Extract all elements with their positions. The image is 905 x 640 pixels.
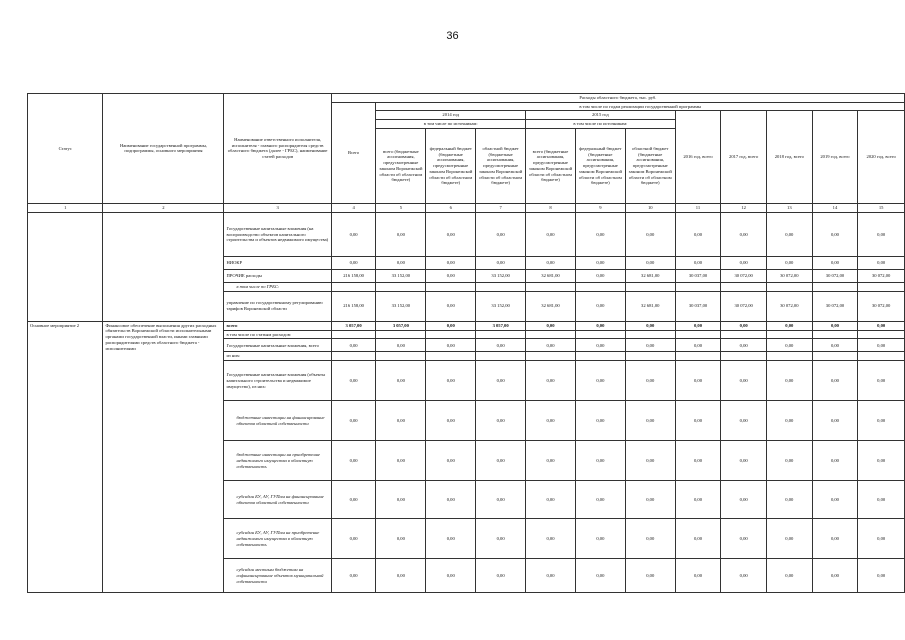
expense-label-cell: Государственные капитальные вложения (объекты капитального строительства и недвижимое имущество), из них: <box>224 361 331 401</box>
value-cell <box>575 352 625 361</box>
column-number-row <box>28 203 905 212</box>
header-federal-2014: федеральный бюджет (бюджетные ассигнования, предусмотренные законом Воронежской области об областном бюджете) <box>426 128 476 203</box>
value-cell: 3 057,00 <box>376 321 426 330</box>
header-sources-2014: в том числе по источникам: <box>376 120 526 129</box>
value-cell: 0,00 <box>426 361 476 401</box>
value-cell: 0,00 <box>812 256 858 269</box>
expense-label-cell: бюджетные инвестиции на финансирование объектов областной собственности <box>224 401 331 441</box>
value-cell: 0,00 <box>331 481 376 519</box>
value-cell: 0,00 <box>675 256 721 269</box>
value-cell: 0,00 <box>625 441 675 481</box>
value-cell: 0,00 <box>766 339 812 352</box>
column-number: 2 <box>103 203 224 212</box>
value-cell <box>331 330 376 339</box>
value-cell: 3 057,00 <box>331 321 376 330</box>
column-number: 3 <box>224 203 331 212</box>
program-name-cell <box>103 212 224 321</box>
value-cell <box>675 282 721 291</box>
column-number: 12 <box>721 203 767 212</box>
expense-label-cell: ПРОЧИЕ расходы <box>224 269 331 282</box>
header-regional-2015: областной бюджет (бюджетные ассигнования, предусмотренные законом Воронежской области об областном бюджете) <box>625 128 675 203</box>
value-cell: 0,00 <box>476 361 526 401</box>
value-cell: 0,00 <box>575 519 625 559</box>
expense-label-cell: Государственные капитальные вложения (на воспроизводство объектов капитального строительства и объектов недвижимого имущества) <box>224 212 331 256</box>
header-total: Всего <box>331 102 376 203</box>
value-cell: 3 057,00 <box>476 321 526 330</box>
value-cell <box>721 282 767 291</box>
table-row <box>28 212 905 256</box>
value-cell <box>526 330 576 339</box>
value-cell: 0,00 <box>476 441 526 481</box>
value-cell: 0,00 <box>858 361 905 401</box>
value-cell: 0,00 <box>812 212 858 256</box>
value-cell: 0,00 <box>858 559 905 593</box>
value-cell: 0,00 <box>526 339 576 352</box>
header-2020: 2020 год, всего <box>858 111 905 203</box>
expense-label-cell: Государственные капитальные вложения, всего <box>224 339 331 352</box>
value-cell: 0,00 <box>721 441 767 481</box>
value-cell <box>426 282 476 291</box>
expense-label-cell: из них: <box>224 352 331 361</box>
value-cell <box>331 352 376 361</box>
value-cell <box>476 352 526 361</box>
value-cell: 0,00 <box>766 519 812 559</box>
value-cell: 0,00 <box>426 269 476 282</box>
value-cell: 0,00 <box>675 339 721 352</box>
value-cell: 0,00 <box>766 361 812 401</box>
value-cell <box>812 330 858 339</box>
header-status: Статус <box>28 94 103 204</box>
value-cell <box>575 282 625 291</box>
value-cell: 0,00 <box>575 269 625 282</box>
value-cell: 0,00 <box>858 212 905 256</box>
value-cell: 0,00 <box>858 321 905 330</box>
value-cell: 0,00 <box>812 441 858 481</box>
value-cell: 0,00 <box>526 441 576 481</box>
value-cell: 0,00 <box>625 321 675 330</box>
value-cell: 0,00 <box>721 481 767 519</box>
value-cell: 30 072,00 <box>812 291 858 321</box>
value-cell: 0,00 <box>575 401 625 441</box>
value-cell <box>858 330 905 339</box>
header-regional-2014: областной бюджет (бюджетные ассигнования, предусмотренные законом Воронежской области об областном бюджете) <box>476 128 526 203</box>
value-cell: 0,00 <box>426 441 476 481</box>
value-cell: 0,00 <box>812 559 858 593</box>
value-cell <box>766 352 812 361</box>
value-cell: 0,00 <box>675 321 721 330</box>
value-cell <box>426 330 476 339</box>
value-cell: 0,00 <box>575 291 625 321</box>
value-cell: 0,00 <box>625 519 675 559</box>
column-number: 5 <box>376 203 426 212</box>
value-cell: 0,00 <box>766 441 812 481</box>
value-cell: 0,00 <box>675 519 721 559</box>
value-cell: 0,00 <box>526 559 576 593</box>
value-cell: 30 072,00 <box>766 291 812 321</box>
value-cell <box>526 282 576 291</box>
value-cell: 0,00 <box>766 401 812 441</box>
value-cell: 0,00 <box>721 256 767 269</box>
value-cell <box>476 282 526 291</box>
value-cell: 0,00 <box>625 339 675 352</box>
value-cell: 30 072,00 <box>721 269 767 282</box>
column-number: 8 <box>526 203 576 212</box>
value-cell: 0,00 <box>376 401 426 441</box>
value-cell: 0,00 <box>426 401 476 441</box>
value-cell <box>625 330 675 339</box>
value-cell: 0,00 <box>721 401 767 441</box>
value-cell: 0,00 <box>575 441 625 481</box>
value-cell: 0,00 <box>575 339 625 352</box>
value-cell: 0,00 <box>426 256 476 269</box>
value-cell <box>575 330 625 339</box>
value-cell: 0,00 <box>575 559 625 593</box>
value-cell <box>766 330 812 339</box>
expense-label-cell: в том числе по статьям расходов: <box>224 330 331 339</box>
value-cell: 0,00 <box>331 441 376 481</box>
value-cell: 0,00 <box>526 212 576 256</box>
value-cell: 0,00 <box>675 401 721 441</box>
column-number: 15 <box>858 203 905 212</box>
column-number: 7 <box>476 203 526 212</box>
value-cell: 0,00 <box>812 361 858 401</box>
value-cell: 0,00 <box>766 321 812 330</box>
value-cell: 0,00 <box>426 481 476 519</box>
value-cell <box>526 352 576 361</box>
expense-label-cell: всего <box>224 321 331 330</box>
value-cell: 216 158,00 <box>331 269 376 282</box>
value-cell: 0,00 <box>812 321 858 330</box>
header-2018: 2018 год, всего <box>766 111 812 203</box>
value-cell: 0,00 <box>675 481 721 519</box>
value-cell: 0,00 <box>858 441 905 481</box>
value-cell: 33 152,00 <box>376 291 426 321</box>
value-cell: 0,00 <box>721 361 767 401</box>
value-cell: 33 152,00 <box>376 269 426 282</box>
expense-label-cell: НИОКР <box>224 256 331 269</box>
column-number: 1 <box>28 203 103 212</box>
value-cell: 0,00 <box>575 256 625 269</box>
value-cell: 0,00 <box>625 256 675 269</box>
value-cell: 0,00 <box>766 256 812 269</box>
value-cell: 0,00 <box>376 519 426 559</box>
value-cell <box>675 352 721 361</box>
expense-label-cell: субсидии местным бюджетам на софинансирование объектов муниципальной собственности <box>224 559 331 593</box>
value-cell: 0,00 <box>575 361 625 401</box>
header-program-name: Наименование государственной программы, подпрограммы, основного мероприятия <box>103 94 224 204</box>
status-cell <box>28 212 103 321</box>
header-2019: 2019 год, всего <box>812 111 858 203</box>
value-cell: 0,00 <box>526 361 576 401</box>
value-cell <box>426 352 476 361</box>
value-cell: 0,00 <box>526 481 576 519</box>
value-cell <box>625 282 675 291</box>
value-cell: 0,00 <box>476 339 526 352</box>
budget-table <box>27 93 905 593</box>
value-cell: 0,00 <box>526 519 576 559</box>
status-cell: Основное мероприятие 2 <box>28 321 103 592</box>
value-cell: 0,00 <box>476 559 526 593</box>
value-cell: 0,00 <box>426 519 476 559</box>
value-cell: 0,00 <box>721 559 767 593</box>
value-cell: 0,00 <box>376 256 426 269</box>
value-cell: 0,00 <box>858 519 905 559</box>
value-cell: 0,00 <box>476 519 526 559</box>
value-cell: 0,00 <box>331 361 376 401</box>
value-cell: 0,00 <box>331 256 376 269</box>
column-number: 14 <box>812 203 858 212</box>
header-executor: Наименование ответственного исполнителя, исполнителя - главного распорядителя средств областного бюджета (далее - ГРБС), наименование статей расходов <box>224 94 331 204</box>
value-cell: 30 037,00 <box>675 269 721 282</box>
value-cell <box>721 352 767 361</box>
value-cell <box>812 282 858 291</box>
value-cell: 30 037,00 <box>675 291 721 321</box>
value-cell: 0,00 <box>812 339 858 352</box>
value-cell: 0,00 <box>426 321 476 330</box>
value-cell: 0,00 <box>575 321 625 330</box>
header-year-2014: 2014 год <box>376 111 526 120</box>
value-cell <box>675 330 721 339</box>
value-cell: 0,00 <box>675 212 721 256</box>
page-number: 36 <box>446 30 459 42</box>
value-cell: 0,00 <box>331 339 376 352</box>
value-cell: 0,00 <box>766 559 812 593</box>
value-cell: 0,00 <box>575 212 625 256</box>
expense-label-cell: субсидии БУ, АУ, ГУПам на финансирование объектов областной собственности <box>224 481 331 519</box>
value-cell: 0,00 <box>476 481 526 519</box>
value-cell: 0,00 <box>376 559 426 593</box>
value-cell: 0,00 <box>526 401 576 441</box>
column-number: 10 <box>625 203 675 212</box>
value-cell <box>812 352 858 361</box>
value-cell: 0,00 <box>476 212 526 256</box>
expense-label-cell: субсидии БУ, АУ, ГУПам на приобретение недвижимого имущества в областную собственность <box>224 519 331 559</box>
value-cell <box>766 282 812 291</box>
header-by-years: в том числе по годам реализации государственной программы <box>376 102 905 111</box>
value-cell: 0,00 <box>625 559 675 593</box>
value-cell: 0,00 <box>526 321 576 330</box>
value-cell: 30 072,00 <box>858 269 905 282</box>
value-cell: 0,00 <box>575 481 625 519</box>
value-cell: 0,00 <box>858 401 905 441</box>
column-number: 11 <box>675 203 721 212</box>
value-cell <box>858 282 905 291</box>
value-cell: 0,00 <box>721 212 767 256</box>
value-cell: 0,00 <box>766 212 812 256</box>
value-cell <box>625 352 675 361</box>
value-cell: 0,00 <box>526 256 576 269</box>
value-cell: 0,00 <box>812 401 858 441</box>
value-cell: 0,00 <box>812 481 858 519</box>
value-cell: 0,00 <box>721 339 767 352</box>
program-name-cell: Финансовое обеспечение выполнения других расходных обязательств Воронежской области исполнительными органами государственной власти, иными главными распорядителями средств областного бюджета - исполнителями <box>103 321 224 592</box>
column-number: 4 <box>331 203 376 212</box>
value-cell: 0,00 <box>476 256 526 269</box>
value-cell: 0,00 <box>331 401 376 441</box>
expense-label-cell: в том числе по ГРБС: <box>224 282 331 291</box>
value-cell: 0,00 <box>625 212 675 256</box>
value-cell: 32 681,00 <box>625 291 675 321</box>
value-cell: 0,00 <box>426 339 476 352</box>
value-cell: 0,00 <box>766 481 812 519</box>
value-cell: 32 681,00 <box>625 269 675 282</box>
value-cell: 30 072,00 <box>721 291 767 321</box>
value-cell: 33 152,00 <box>476 291 526 321</box>
expense-label-cell: бюджетные инвестиции на приобретение недвижимого имущества в областную собственность <box>224 441 331 481</box>
header-total-2015: всего (бюджетные ассигнования, предусмотренные законом Воронежской области об областном бюджете) <box>526 128 576 203</box>
value-cell <box>331 282 376 291</box>
value-cell: 0,00 <box>721 321 767 330</box>
table-row <box>28 321 905 330</box>
header-sources-2015: в том числе по источникам: <box>526 120 676 129</box>
value-cell: 0,00 <box>625 361 675 401</box>
value-cell: 0,00 <box>625 401 675 441</box>
column-number: 13 <box>766 203 812 212</box>
value-cell: 0,00 <box>376 441 426 481</box>
value-cell: 216 158,00 <box>331 291 376 321</box>
expense-label-cell: управление по государственному регулированию тарифов Воронежской области <box>224 291 331 321</box>
value-cell: 0,00 <box>858 481 905 519</box>
header-2016: 2016 год, всего <box>675 111 721 203</box>
value-cell: 0,00 <box>331 519 376 559</box>
value-cell <box>858 352 905 361</box>
header-federal-2015: федеральный бюджет (бюджетные ассигнования, предусмотренные законом Воронежской области об областном бюджете) <box>575 128 625 203</box>
header-year-2015: 2015 год <box>526 111 676 120</box>
value-cell: 0,00 <box>331 212 376 256</box>
value-cell: 0,00 <box>376 339 426 352</box>
header-expenses-title: Расходы областного бюджета, тыс. руб. <box>331 94 904 103</box>
value-cell: 0,00 <box>675 559 721 593</box>
value-cell: 32 681,00 <box>526 269 576 282</box>
value-cell: 0,00 <box>858 256 905 269</box>
header-total-2014: всего (бюджетные ассигнования, предусмотренные законом Воронежской области об областном бюджете) <box>376 128 426 203</box>
value-cell <box>376 352 426 361</box>
value-cell: 30 072,00 <box>766 269 812 282</box>
value-cell: 0,00 <box>376 212 426 256</box>
value-cell: 0,00 <box>812 519 858 559</box>
value-cell: 0,00 <box>675 361 721 401</box>
value-cell: 0,00 <box>376 361 426 401</box>
value-cell: 30 072,00 <box>858 291 905 321</box>
value-cell <box>476 330 526 339</box>
value-cell: 0,00 <box>858 339 905 352</box>
value-cell: 33 152,00 <box>476 269 526 282</box>
value-cell: 0,00 <box>675 441 721 481</box>
value-cell: 0,00 <box>721 519 767 559</box>
value-cell: 0,00 <box>331 559 376 593</box>
value-cell: 0,00 <box>376 481 426 519</box>
value-cell: 0,00 <box>625 481 675 519</box>
value-cell: 0,00 <box>476 401 526 441</box>
value-cell <box>721 330 767 339</box>
value-cell: 30 072,00 <box>812 269 858 282</box>
value-cell: 32 681,00 <box>526 291 576 321</box>
value-cell: 0,00 <box>426 291 476 321</box>
value-cell: 0,00 <box>426 212 476 256</box>
value-cell <box>376 282 426 291</box>
value-cell: 0,00 <box>426 559 476 593</box>
value-cell <box>376 330 426 339</box>
column-number: 6 <box>426 203 476 212</box>
column-number: 9 <box>575 203 625 212</box>
header-2017: 2017 год, всего <box>721 111 767 203</box>
